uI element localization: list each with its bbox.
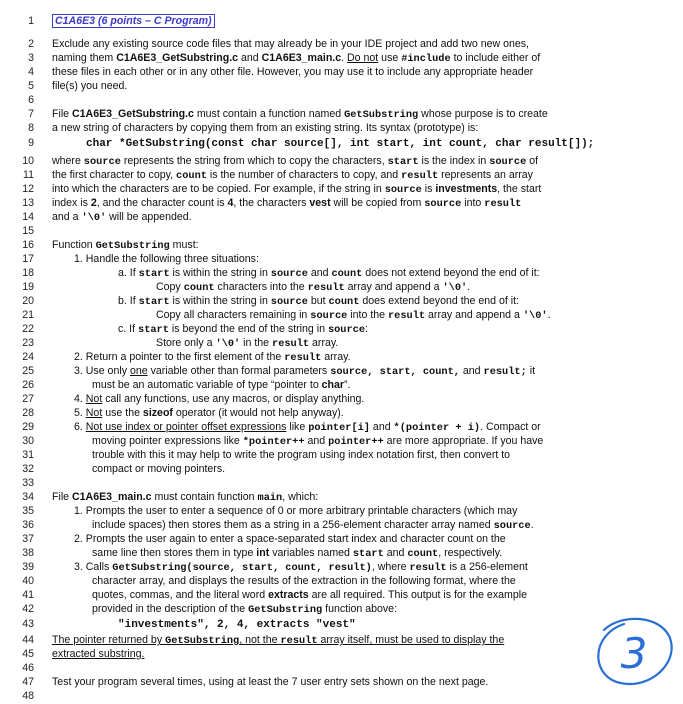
text-line: File C1A6E3_main.c must contain function main, which: bbox=[52, 491, 319, 504]
list-item: 1. Prompts the user to enter a sequence of 0 or more arbitrary printable characters (which may bbox=[74, 505, 518, 517]
text-line: and a '\0' will be appended. bbox=[52, 211, 192, 224]
text-line: the first character to copy, count is the number of characters to copy, and result represents an array bbox=[52, 169, 533, 182]
line-number: 7 bbox=[28, 108, 34, 120]
line-number: 26 bbox=[22, 379, 34, 391]
line-number: 2 bbox=[28, 38, 34, 50]
list-item: include spaces) then stores them as a string in a 256-element character array named source. bbox=[92, 519, 534, 532]
handwritten-score-mark bbox=[590, 612, 676, 690]
line-number: 39 bbox=[22, 561, 34, 573]
line-number: 21 bbox=[22, 309, 34, 321]
line-number: 36 bbox=[22, 519, 34, 531]
line-number: 22 bbox=[22, 323, 34, 335]
line-number: 15 bbox=[22, 225, 34, 237]
list-item: b. If start is within the string in source but count does extend beyond the end of it: bbox=[118, 295, 520, 308]
text-line: Function GetSubstring must: bbox=[52, 239, 199, 252]
list-item: same line then stores them in type int variables named start and count, respectively. bbox=[92, 547, 503, 560]
line-number: 16 bbox=[22, 239, 34, 251]
line-number: 37 bbox=[22, 533, 34, 545]
line-number: 23 bbox=[22, 337, 34, 349]
title-line bbox=[52, 15, 215, 29]
list-item: 3. Use only one variable other than formal parameters source, start, count, and result; it bbox=[74, 365, 536, 378]
line-number: 28 bbox=[22, 407, 34, 419]
line-number: 17 bbox=[22, 253, 34, 265]
line-number: 47 bbox=[22, 676, 34, 688]
example-output-line: "investments", 2, 4, extracts "vest" bbox=[118, 619, 356, 631]
line-number: 44 bbox=[22, 634, 34, 646]
line-number: 24 bbox=[22, 351, 34, 363]
text-line: these files in each other or in any other file. However, you may use it to include any appropriate header bbox=[52, 66, 534, 78]
line-number: 34 bbox=[22, 491, 34, 503]
list-item: a. If start is within the string in source and count does not extend beyond the end of it: bbox=[118, 267, 540, 280]
line-number: 6 bbox=[28, 94, 34, 106]
line-number: 29 bbox=[22, 421, 34, 433]
line-number: 5 bbox=[28, 80, 34, 92]
line-number: 45 bbox=[22, 648, 34, 660]
line-number: 19 bbox=[22, 281, 34, 293]
text-line: into which the characters are to be copied. For example, if the string in source is investments, the start bbox=[52, 183, 542, 196]
line-number: 33 bbox=[22, 477, 34, 489]
line-number: 48 bbox=[22, 690, 34, 702]
text-line: naming them C1A6E3_GetSubstring.c and C1A6E3_main.c. Do not use #include to include either of bbox=[52, 52, 541, 65]
text-line: The pointer returned by GetSubstring, not the result array itself, must be used to display the bbox=[52, 634, 505, 647]
line-number: 42 bbox=[22, 603, 34, 615]
list-item: Copy all characters remaining in source into the result array and append a '\0'. bbox=[156, 309, 551, 322]
list-item: moving pointer expressions like *pointer++ and pointer++ are more appropriate. If you have bbox=[92, 435, 544, 448]
line-number: 41 bbox=[22, 589, 34, 601]
text-line: a new string of characters by copying them from an existing string. Its syntax (prototype) is: bbox=[52, 122, 479, 134]
list-item: 2. Return a pointer to the first element of the result array. bbox=[74, 351, 351, 364]
text-line: where source represents the string from which to copy the characters, start is the index in source of bbox=[52, 155, 539, 168]
line-number: 13 bbox=[22, 197, 34, 209]
line-number: 10 bbox=[22, 155, 34, 167]
line-number: 32 bbox=[22, 463, 34, 475]
line-number: 9 bbox=[28, 137, 34, 149]
handwritten-digit: 3 bbox=[620, 629, 648, 678]
line-number: 18 bbox=[22, 267, 34, 279]
line-number: 3 bbox=[28, 52, 34, 64]
line-number: 1 bbox=[28, 15, 34, 27]
list-item: compact or moving pointers. bbox=[92, 463, 226, 475]
list-item: c. If start is beyond the end of the string in source: bbox=[118, 323, 368, 336]
line-number: 11 bbox=[23, 169, 34, 181]
line-number: 40 bbox=[22, 575, 34, 587]
line-number: 46 bbox=[22, 662, 34, 674]
list-item: trouble with this it may help to write the program using index notation first, then convert to bbox=[92, 449, 511, 461]
list-item: 6. Not use index or pointer offset expressions like pointer[i] and *(pointer + i). Compact or bbox=[74, 421, 541, 434]
list-item: 3. Calls GetSubstring(source, start, count, result), where result is a 256-element bbox=[74, 561, 528, 574]
text-line: file(s) you need. bbox=[52, 80, 128, 92]
line-number: 38 bbox=[22, 547, 34, 559]
list-item: provided in the description of the GetSubstring function above: bbox=[92, 603, 398, 616]
list-item: 2. Prompts the user again to enter a space-separated start index and character count on the bbox=[74, 533, 506, 545]
list-item: 4. Not call any functions, use any macros, or display anything. bbox=[74, 393, 365, 405]
text-line: Exclude any existing source code files that may already be in your IDE project and add two new ones, bbox=[52, 38, 529, 50]
line-number: 31 bbox=[22, 449, 34, 461]
assignment-title: C1A6E3 (6 points – C Program) bbox=[52, 14, 215, 28]
prototype-line: char *GetSubstring(const char source[], int start, int count, char result[]); bbox=[86, 138, 595, 150]
list-item: character array, and displays the results of the extraction in the following format, where the bbox=[92, 575, 516, 587]
text-line: extracted substring. bbox=[52, 648, 145, 660]
line-number: 30 bbox=[22, 435, 34, 447]
list-item: Store only a '\0' in the result array. bbox=[156, 337, 339, 350]
line-number: 4 bbox=[28, 66, 34, 78]
line-number: 35 bbox=[22, 505, 34, 517]
line-number: 14 bbox=[22, 211, 34, 223]
line-number: 43 bbox=[22, 618, 34, 630]
line-number: 12 bbox=[22, 183, 34, 195]
text-line: Test your program several times, using at least the 7 user entry sets shown on the next page. bbox=[52, 676, 489, 688]
line-number: 25 bbox=[22, 365, 34, 377]
text-line: index is 2, and the character count is 4, the characters vest will be copied from source into result bbox=[52, 197, 522, 210]
text-line: File C1A6E3_GetSubstring.c must contain a function named GetSubstring whose purpose is to create bbox=[52, 108, 548, 121]
list-item: must be an automatic variable of type “pointer to char”. bbox=[92, 379, 351, 391]
line-number: 20 bbox=[22, 295, 34, 307]
list-item: quotes, commas, and the literal word extracts are all required. This output is for the example bbox=[92, 589, 527, 601]
line-number: 27 bbox=[22, 393, 34, 405]
list-item: 5. Not use the sizeof operator (it would not help anyway). bbox=[74, 407, 344, 419]
list-item: 1. Handle the following three situations: bbox=[74, 253, 259, 265]
list-item: Copy count characters into the result array and append a '\0'. bbox=[156, 281, 471, 294]
line-number: 8 bbox=[28, 122, 34, 134]
